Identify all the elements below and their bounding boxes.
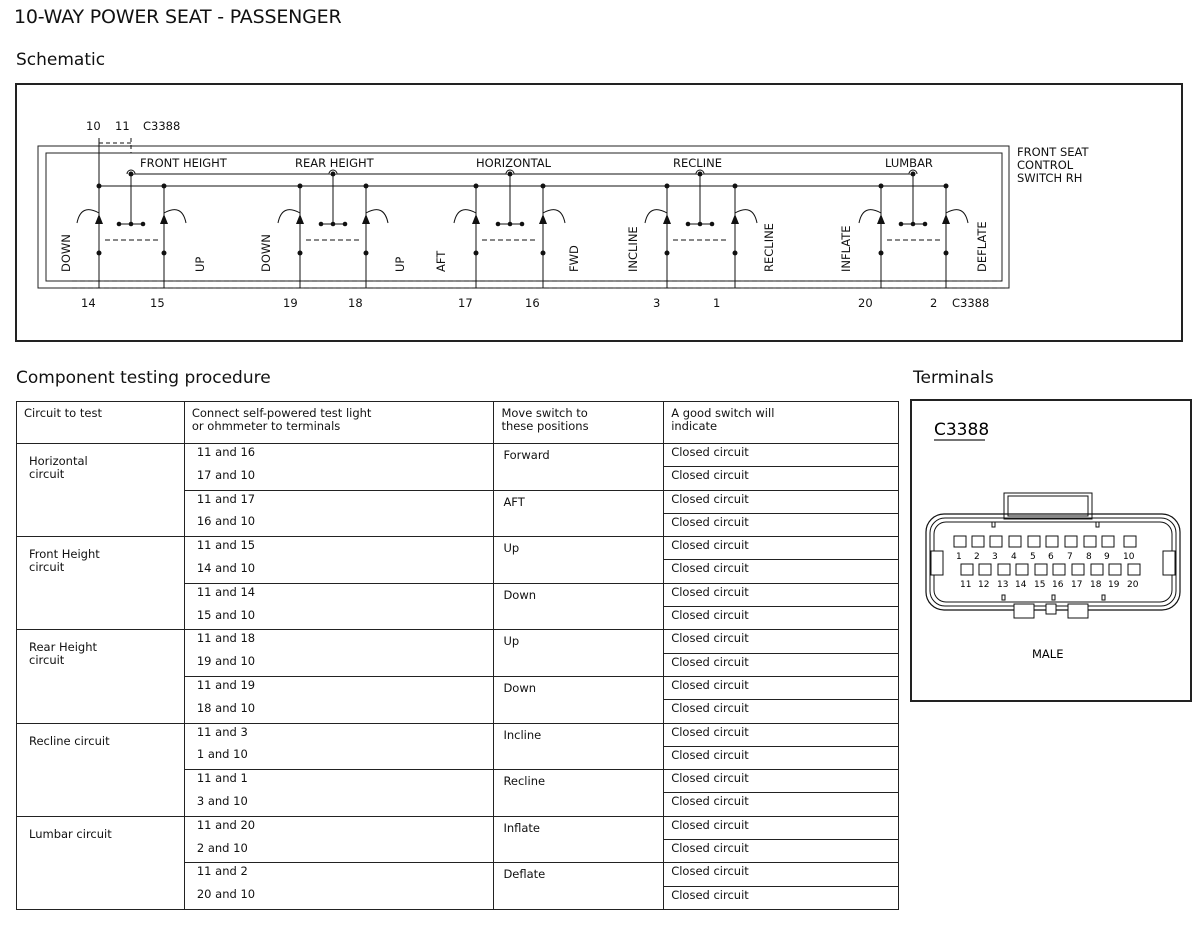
terminals-cell: 11 and 16 <box>184 444 494 467</box>
terminal-number: 8 <box>1086 552 1092 562</box>
terminal-number: 19 <box>1108 580 1120 590</box>
terminal-pin <box>1124 536 1136 547</box>
terminals-cell: 11 and 14 <box>184 583 494 606</box>
terminals-cell: 11 and 2 <box>184 863 494 886</box>
direction-label: INFLATE <box>839 225 853 272</box>
terminals-cell: 2 and 10 <box>184 840 494 863</box>
terminal-number: 10 <box>1123 552 1135 562</box>
position-cell: Down <box>494 676 664 723</box>
result-cell: Closed circuit <box>664 816 899 839</box>
terminals-cell: 3 and 10 <box>184 793 494 816</box>
circuit-cell: Recline circuit <box>17 723 185 816</box>
terminal-pin <box>1109 564 1121 575</box>
terminal-pin <box>1091 564 1103 575</box>
terminal-pin <box>1028 536 1040 547</box>
table-row <box>17 537 899 560</box>
terminal-pin <box>1035 564 1047 575</box>
result-cell: Closed circuit <box>664 723 899 746</box>
direction-label: DOWN <box>59 234 73 272</box>
terminals-cell: 15 and 10 <box>184 607 494 630</box>
pin-label: 15 <box>150 296 165 310</box>
result-cell: Closed circuit <box>664 840 899 863</box>
result-cell: Closed circuit <box>664 560 899 583</box>
terminals-cell: 11 and 19 <box>184 676 494 699</box>
result-cell: Closed circuit <box>664 676 899 699</box>
position-cell: Up <box>494 537 664 584</box>
terminals-cell: 11 and 15 <box>184 537 494 560</box>
terminal-number: 17 <box>1071 580 1083 590</box>
section-name: REAR HEIGHT <box>295 156 374 170</box>
pin-label: 2 <box>930 296 938 310</box>
pin-label: 14 <box>81 296 96 310</box>
pin-label: 10 <box>86 119 101 133</box>
direction-label: DEFLATE <box>975 221 989 272</box>
result-cell: Closed circuit <box>664 653 899 676</box>
terminal-number: 16 <box>1052 580 1064 590</box>
terminal-pin <box>1016 564 1028 575</box>
testing-heading: Component testing procedure <box>16 368 271 388</box>
switch-label-line: FRONT SEAT <box>1017 145 1089 159</box>
terminal-number: 7 <box>1067 552 1073 562</box>
terminal-number: 18 <box>1090 580 1102 590</box>
circuit-cell: Lumbar circuit <box>17 816 185 909</box>
result-cell: Closed circuit <box>664 793 899 816</box>
terminal-number: 20 <box>1127 580 1139 590</box>
terminal-pin <box>1102 536 1114 547</box>
result-cell: Closed circuit <box>664 700 899 723</box>
terminals-cell: 17 and 10 <box>184 467 494 490</box>
terminal-pin <box>961 564 973 575</box>
position-cell: Incline <box>494 723 664 770</box>
terminals-panel <box>910 399 1192 702</box>
switch-section <box>259 156 407 310</box>
terminals-cell: 11 and 3 <box>184 723 494 746</box>
connector-label: C3388 <box>143 119 181 133</box>
result-cell: Closed circuit <box>664 886 899 909</box>
terminals-cell: 18 and 10 <box>184 700 494 723</box>
connector-id: C3388 <box>934 420 990 440</box>
section-name: HORIZONTAL <box>476 156 552 170</box>
switch-section <box>59 156 228 310</box>
column-header: A good switch will indicate <box>664 402 899 444</box>
direction-label: DOWN <box>259 234 273 272</box>
direction-label: AFT <box>434 250 448 272</box>
terminal-number: 4 <box>1011 552 1017 562</box>
terminal-pin <box>990 536 1002 547</box>
pin-label: 20 <box>858 296 873 310</box>
column-header: Connect self-powered test light or ohmmeter to terminals <box>184 402 494 444</box>
terminals-cell: 19 and 10 <box>184 653 494 676</box>
terminal-pin <box>972 536 984 547</box>
direction-label: RECLINE <box>762 223 776 272</box>
terminals-cell: 11 and 20 <box>184 816 494 839</box>
terminal-pin <box>1128 564 1140 575</box>
terminals-cell: 11 and 1 <box>184 770 494 793</box>
position-cell: Down <box>494 583 664 630</box>
switch-label-line: SWITCH RH <box>1017 171 1083 185</box>
result-cell: Closed circuit <box>664 467 899 490</box>
circuit-cell: Front Height circuit <box>17 537 185 630</box>
terminal-number: 12 <box>978 580 990 590</box>
pin-label: 17 <box>458 296 473 310</box>
terminal-number: 2 <box>974 552 980 562</box>
switch-section <box>839 156 989 310</box>
column-header: Move switch to these positions <box>494 402 664 444</box>
table-row <box>17 723 899 746</box>
testing-table <box>16 401 899 910</box>
terminal-number: 3 <box>992 552 998 562</box>
terminal-pin <box>1084 536 1096 547</box>
table-row <box>17 816 899 839</box>
section-name: LUMBAR <box>885 156 933 170</box>
result-cell: Closed circuit <box>664 746 899 769</box>
direction-label: UP <box>193 256 207 272</box>
result-cell: Closed circuit <box>664 490 899 513</box>
result-cell: Closed circuit <box>664 537 899 560</box>
position-cell: Deflate <box>494 863 664 910</box>
terminal-pin <box>1053 564 1065 575</box>
position-cell: Up <box>494 630 664 677</box>
section-name: RECLINE <box>673 156 722 170</box>
position-cell: AFT <box>494 490 664 537</box>
result-cell: Closed circuit <box>664 770 899 793</box>
pin-label: 18 <box>348 296 363 310</box>
terminal-pin <box>1046 536 1058 547</box>
page-title: 10-WAY POWER SEAT - PASSENGER <box>14 6 342 28</box>
terminals-cell: 11 and 17 <box>184 490 494 513</box>
terminal-pin <box>1065 536 1077 547</box>
terminals-cell: 20 and 10 <box>184 886 494 909</box>
terminals-cell: 1 and 10 <box>184 746 494 769</box>
connector-label: C3388 <box>952 296 990 310</box>
switch-section <box>434 156 581 310</box>
schematic-diagram <box>0 0 1200 345</box>
switch-label-line: CONTROL <box>1017 158 1074 172</box>
direction-label: INCLINE <box>626 226 640 272</box>
result-cell: Closed circuit <box>664 607 899 630</box>
pin-label: 1 <box>713 296 721 310</box>
connector-gender: MALE <box>1032 647 1064 661</box>
terminal-number: 9 <box>1104 552 1110 562</box>
result-cell: Closed circuit <box>664 863 899 886</box>
table-row <box>17 630 899 653</box>
direction-label: UP <box>393 256 407 272</box>
circuit-cell: Rear Height circuit <box>17 630 185 723</box>
terminal-pin <box>998 564 1010 575</box>
pin-label: 19 <box>283 296 298 310</box>
pin-label: 3 <box>653 296 661 310</box>
switch-section <box>626 156 776 310</box>
terminal-pin <box>979 564 991 575</box>
terminal-pin <box>954 536 966 547</box>
pin-label: 11 <box>115 119 130 133</box>
section-name: FRONT HEIGHT <box>140 156 227 170</box>
result-cell: Closed circuit <box>664 630 899 653</box>
table-header-row <box>17 402 899 444</box>
column-header: Circuit to test <box>17 402 185 444</box>
position-cell: Inflate <box>494 816 664 863</box>
terminals-cell: 11 and 18 <box>184 630 494 653</box>
terminal-number: 13 <box>997 580 1009 590</box>
terminal-number: 15 <box>1034 580 1046 590</box>
position-cell: Recline <box>494 770 664 817</box>
terminal-pin <box>1072 564 1084 575</box>
position-cell: Forward <box>494 444 664 491</box>
circuit-cell: Horizontal circuit <box>17 444 185 537</box>
terminal-pin <box>1009 536 1021 547</box>
connector-face-diagram <box>912 401 1194 704</box>
terminal-number: 1 <box>956 552 962 562</box>
direction-label: FWD <box>567 245 581 272</box>
result-cell: Closed circuit <box>664 513 899 536</box>
terminals-heading: Terminals <box>913 368 994 388</box>
terminal-number: 6 <box>1048 552 1054 562</box>
result-cell: Closed circuit <box>664 444 899 467</box>
pin-label: 16 <box>525 296 540 310</box>
table-row <box>17 444 899 467</box>
terminals-cell: 14 and 10 <box>184 560 494 583</box>
terminals-cell: 16 and 10 <box>184 513 494 536</box>
result-cell: Closed circuit <box>664 583 899 606</box>
terminal-number: 11 <box>960 580 972 590</box>
schematic-heading: Schematic <box>16 50 106 70</box>
terminal-number: 14 <box>1015 580 1027 590</box>
terminal-number: 5 <box>1030 552 1036 562</box>
